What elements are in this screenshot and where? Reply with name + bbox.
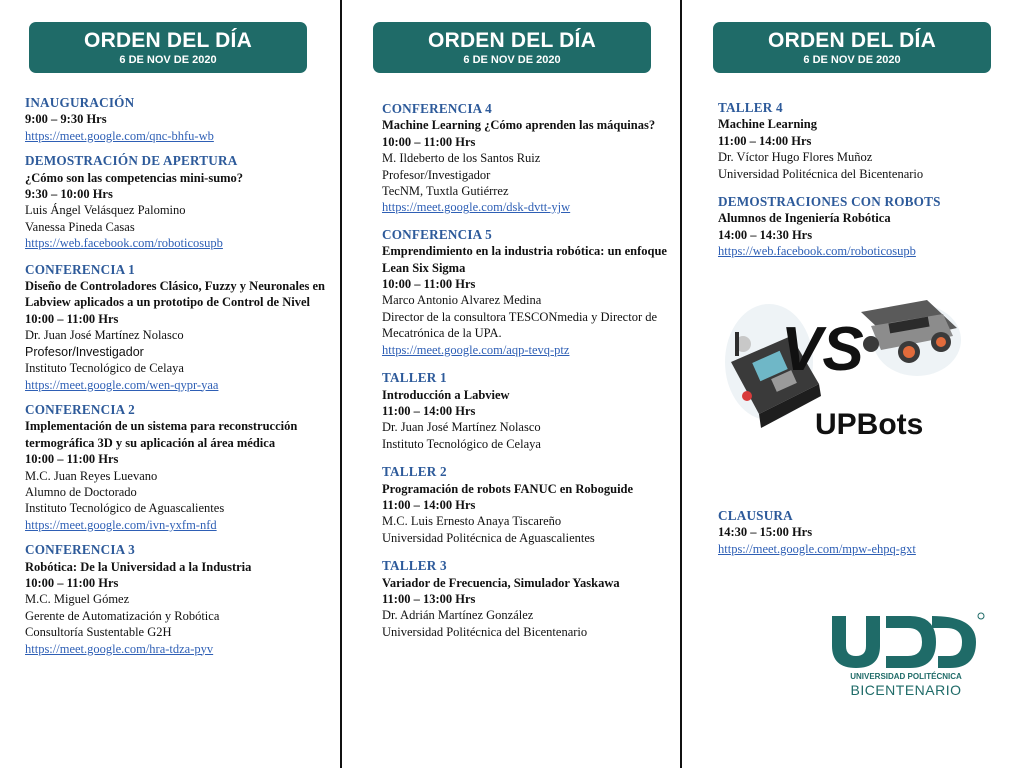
person-line: Dr. Juan José Martínez Nolasco xyxy=(382,420,541,435)
section-time: 9:00 – 9:30 Hrs xyxy=(25,112,107,127)
section-time: 14:30 – 15:00 Hrs xyxy=(718,525,813,540)
section-title: Diseño de Controladores Clásico, Fuzzy y Neuronales en Labview aplicados a un prototipo de Control de Nivel xyxy=(25,279,325,310)
section-title: ¿Cómo son las competencias mini-sumo? xyxy=(25,170,244,185)
upbots-text: UPBots xyxy=(815,408,924,441)
section-heading: CONFERENCIA 3 xyxy=(25,542,135,558)
section-title: Introducción a Labview xyxy=(382,387,510,402)
person-line: Profesor/Investigador xyxy=(382,167,491,182)
section-time: 10:00 – 11:00 Hrs xyxy=(25,575,119,590)
section-conferencia-5 xyxy=(382,227,678,358)
section-heading: DEMOSTRACIONES CON ROBOTS xyxy=(718,194,941,210)
person-line: Alumno de Doctorado xyxy=(25,484,137,499)
section-title: Machine Learning xyxy=(718,117,817,132)
header-banner xyxy=(713,22,991,73)
person-line: Vanessa Pineda Casas xyxy=(25,219,135,234)
section-title: Emprendimiento en la industria robótica: un enfoque Lean Six Sigma xyxy=(382,244,667,275)
column-1 xyxy=(0,0,341,768)
section-conferencia-3 xyxy=(25,542,339,657)
section-time: 10:00 – 11:00 Hrs xyxy=(25,311,119,326)
person-line: Gerente de Automatización y Robótica xyxy=(25,608,220,623)
section-time: 11:00 – 14:00 Hrs xyxy=(382,497,476,512)
section-heading: TALLER 1 xyxy=(382,370,447,386)
header-banner xyxy=(29,22,307,73)
person-line: Instituto Tecnológico de Aguascalientes xyxy=(25,501,225,516)
section-title: Machine Learning ¿Cómo aprenden las máquinas? xyxy=(382,118,656,133)
section-link[interactable]: https://web.facebook.com/roboticosupb xyxy=(25,236,223,251)
vs-text: VS xyxy=(781,315,864,384)
section-heading: TALLER 4 xyxy=(718,100,783,115)
person-line: Instituto Tecnológico de Celaya xyxy=(382,436,541,451)
section-heading: TALLER 3 xyxy=(382,558,447,574)
person-line: Universidad Politécnica de Aguascalientes xyxy=(382,530,595,545)
section-time: 9:30 – 10:00 Hrs xyxy=(25,187,113,202)
section-taller-1 xyxy=(382,370,678,452)
banner-title: ORDEN DEL DÍA xyxy=(768,29,936,52)
section-conferencia-1 xyxy=(25,262,339,393)
section-link[interactable]: https://meet.google.com/aqp-tevq-ptz xyxy=(382,342,570,357)
person-line: Dr. Víctor Hugo Flores Muñoz xyxy=(718,150,873,165)
section-inauguracion xyxy=(25,95,339,144)
section-time: 11:00 – 14:00 Hrs xyxy=(382,403,476,418)
section-taller-4 xyxy=(718,100,1018,182)
section-clausura xyxy=(718,508,1018,557)
section-link[interactable]: https://meet.google.com/hra-tdza-pyv xyxy=(25,641,214,656)
section-link[interactable]: https://meet.google.com/dsk-dvtt-yjw xyxy=(382,200,571,215)
header-banner xyxy=(373,22,651,73)
robot-illustration-icon xyxy=(721,292,963,444)
banner-title: ORDEN DEL DÍA xyxy=(84,29,252,52)
person-line: Marco Antonio Alvarez Medina xyxy=(382,293,542,308)
section-heading: CONFERENCIA 2 xyxy=(25,401,135,417)
banner-date: 6 DE NOV DE 2020 xyxy=(119,54,217,66)
column-2 xyxy=(343,0,681,768)
section-link[interactable]: https://meet.google.com/qnc-bhfu-wb xyxy=(25,128,214,143)
banner-date: 6 DE NOV DE 2020 xyxy=(463,54,561,66)
section-heading: TALLER 2 xyxy=(382,464,447,480)
section-title: Implementación de un sistema para reconstrucción termográfica 3D y su aplicación al área médica xyxy=(25,419,298,450)
person-line: Dr. Juan José Martínez Nolasco xyxy=(25,328,184,343)
person-line: Consultoría Sustentable G2H xyxy=(25,625,172,640)
person-line: Dr. Adrián Martínez González xyxy=(382,608,534,623)
section-title: Alumnos de Ingeniería Robótica xyxy=(718,211,891,226)
column-divider xyxy=(680,0,682,768)
upb-logo xyxy=(826,610,986,702)
section-title: Variador de Frecuencia, Simulador Yaskawa xyxy=(382,575,620,590)
section-taller-2 xyxy=(382,464,678,546)
section-title: Programación de robots FANUC en Roboguide xyxy=(382,481,634,496)
person-line: TecNM, Tuxtla Gutiérrez xyxy=(382,184,509,199)
person-line: Universidad Politécnica del Bicentenario xyxy=(718,166,924,181)
person-line: M. Ildeberto de los Santos Ruiz xyxy=(382,151,541,166)
section-taller-3 xyxy=(382,558,678,640)
section-time: 10:00 – 11:00 Hrs xyxy=(382,277,476,292)
person-line: Luis Ángel Velásquez Palomino xyxy=(25,203,186,218)
person-line: Profesor/Investigador xyxy=(25,344,144,359)
person-line: M.C. Miguel Gómez xyxy=(25,592,130,607)
section-demostraciones-con-robots xyxy=(718,194,1018,260)
section-conferencia-4 xyxy=(382,101,678,216)
person-line: Director de la consultora TESCONmedia y Director de Mecatrónica de la UPA. xyxy=(382,309,658,341)
banner-date: 6 DE NOV DE 2020 xyxy=(803,54,901,66)
section-time: 14:00 – 14:30 Hrs xyxy=(718,227,813,242)
upbots-robot-artwork xyxy=(721,292,963,444)
section-demostracion-apertura xyxy=(25,153,339,251)
person-line: M.C. Luis Ernesto Anaya Tiscareño xyxy=(382,514,562,529)
section-heading: CONFERENCIA 4 xyxy=(382,101,492,116)
section-link[interactable]: https://meet.google.com/mpw-ehpq-gxt xyxy=(718,541,916,556)
section-title: Robótica: De la Universidad a la Industria xyxy=(25,559,252,574)
section-time: 11:00 – 13:00 Hrs xyxy=(382,591,476,606)
section-heading: DEMOSTRACIÓN DE APERTURA xyxy=(25,153,238,169)
logo-line-1: UNIVERSIDAD POLITÉCNICA xyxy=(850,672,962,681)
section-heading: CLAUSURA xyxy=(718,508,793,523)
section-time: 10:00 – 11:00 Hrs xyxy=(25,452,119,467)
person-line: M.C. Juan Reyes Luevano xyxy=(25,468,158,483)
section-link[interactable]: https://meet.google.com/wen-qypr-yaa xyxy=(25,377,219,392)
section-heading: CONFERENCIA 1 xyxy=(25,261,135,277)
person-line: Universidad Politécnica del Bicentenario xyxy=(382,624,588,639)
section-link[interactable]: https://meet.google.com/ivn-yxfm-nfd xyxy=(25,517,217,532)
section-heading: INAUGURACIÓN xyxy=(25,95,135,110)
section-time: 11:00 – 14:00 Hrs xyxy=(718,133,812,148)
person-line: Instituto Tecnológico de Celaya xyxy=(25,361,184,376)
logo-line-2: BICENTENARIO xyxy=(850,682,962,698)
upb-logo-icon xyxy=(826,610,986,672)
section-link[interactable]: https://web.facebook.com/roboticosupb xyxy=(718,244,916,259)
section-time: 10:00 – 11:00 Hrs xyxy=(382,134,476,149)
column-divider xyxy=(340,0,342,768)
banner-title: ORDEN DEL DÍA xyxy=(428,29,596,52)
section-heading: CONFERENCIA 5 xyxy=(382,226,492,242)
section-conferencia-2 xyxy=(25,402,339,533)
